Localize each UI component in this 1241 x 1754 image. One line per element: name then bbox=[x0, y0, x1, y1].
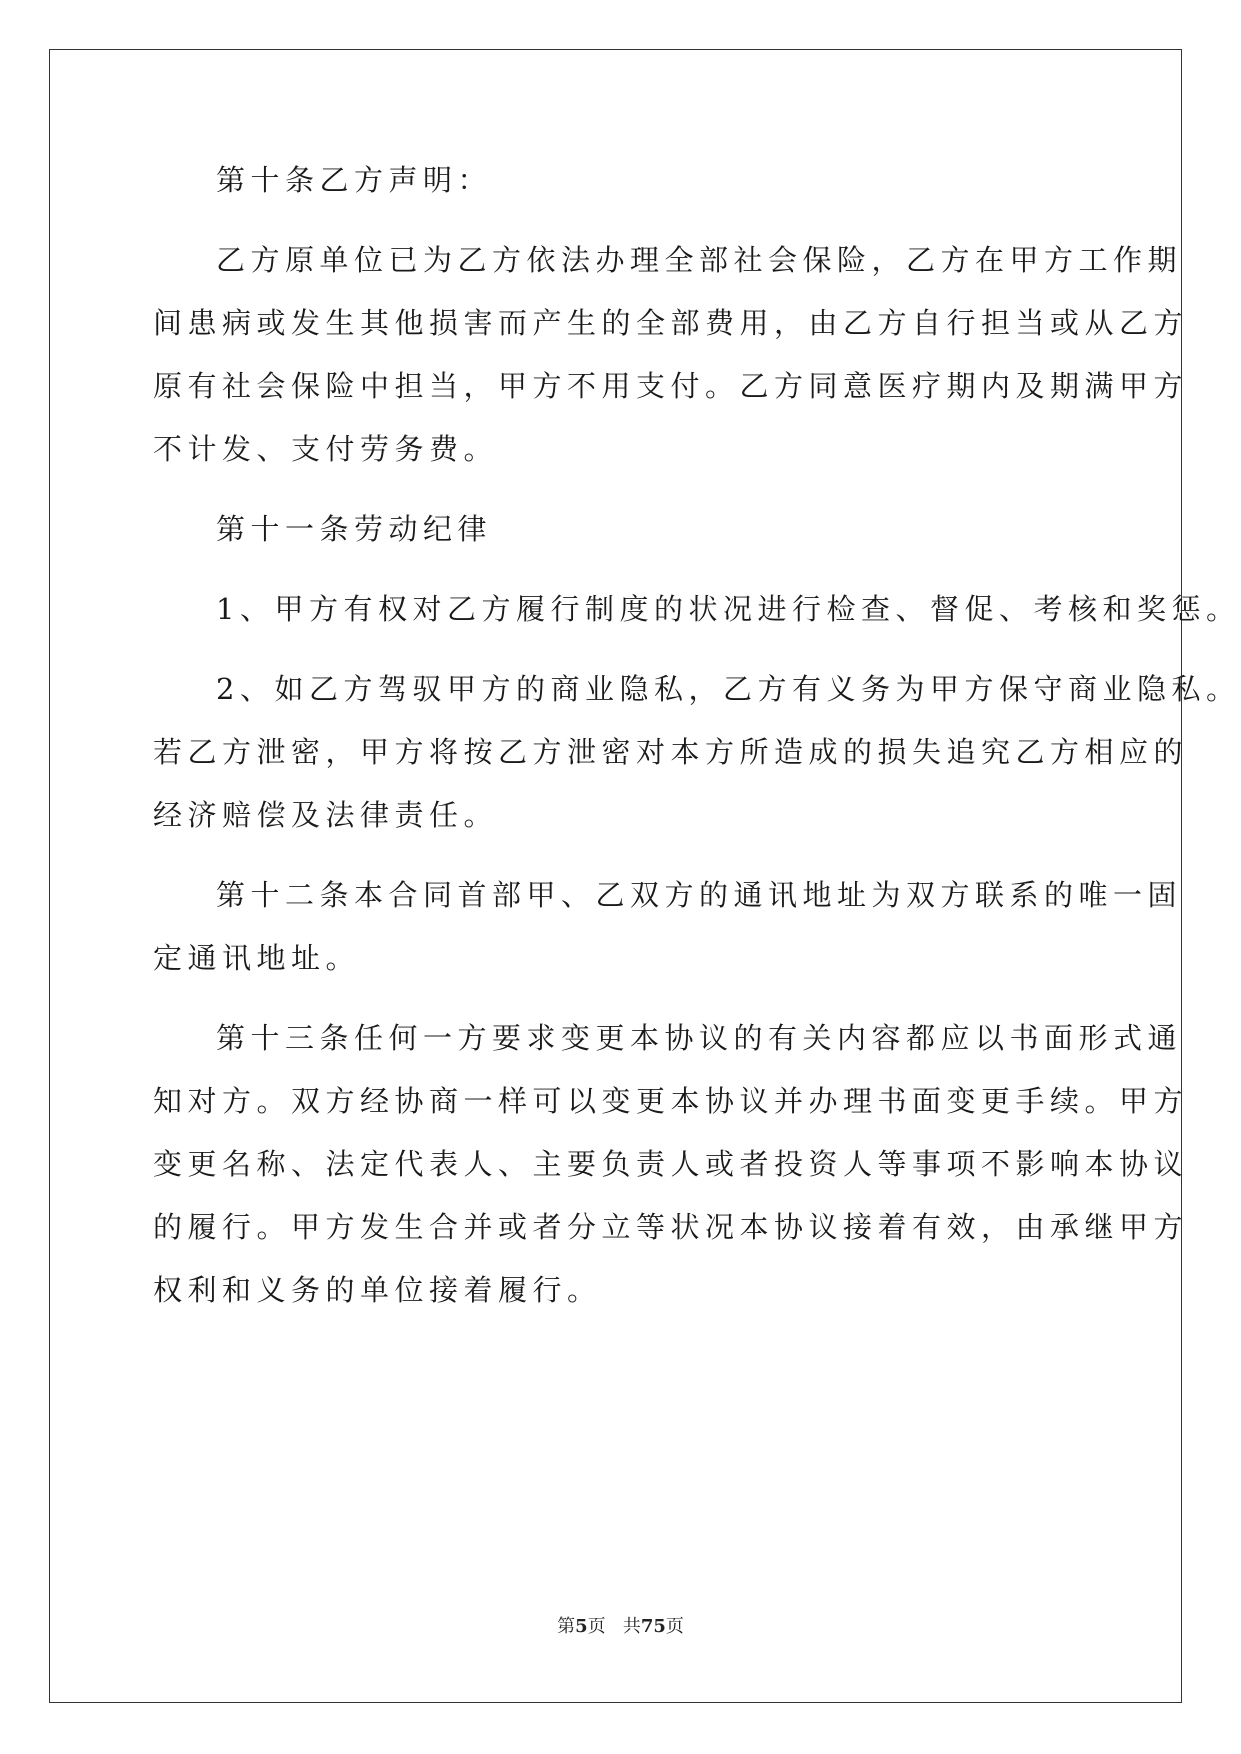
text-line: 2、如乙方驾驭甲方的商业隐私，乙方有义务为甲方保守商业隐私。 bbox=[216, 672, 1241, 706]
total-prefix: 共 bbox=[622, 1616, 641, 1637]
text-line: 第十二条本合同首部甲、乙双方的通讯地址为双方联系的唯一固 bbox=[216, 878, 1183, 912]
text-line: 第十一条劳动纪律 bbox=[216, 512, 493, 546]
page-suffix: 页 bbox=[587, 1616, 606, 1637]
page-prefix: 第 bbox=[557, 1616, 576, 1637]
text-line: 知对方。双方经协商一样可以变更本协议并办理书面变更手续。甲方 bbox=[153, 1084, 1189, 1118]
text-line: 第十三条任何一方要求变更本协议的有关内容都应以书面形式通 bbox=[216, 1021, 1183, 1055]
text-line: 变更名称、法定代表人、主要负责人或者投资人等事项不影响本协议 bbox=[153, 1147, 1189, 1181]
text-line: 原有社会保险中担当，甲方不用支付。乙方同意医疗期内及期满甲方 bbox=[153, 369, 1189, 403]
text-line: 经济赔偿及法律责任。 bbox=[153, 798, 499, 832]
text-line: 乙方原单位已为乙方依法办理全部社会保险，乙方在甲方工作期 bbox=[216, 243, 1183, 277]
text-line: 定通讯地址。 bbox=[153, 941, 361, 975]
total-pages: 75 bbox=[640, 1616, 666, 1637]
text-line: 间患病或发生其他损害而产生的全部费用，由乙方自行担当或从乙方 bbox=[153, 306, 1189, 340]
text-line: 1、甲方有权对乙方履行制度的状况进行检查、督促、考核和奖惩。 bbox=[216, 592, 1241, 626]
document-body bbox=[153, 162, 1241, 1335]
page-number: 5 bbox=[575, 1616, 588, 1637]
total-suffix: 页 bbox=[665, 1616, 684, 1637]
text-line: 的履行。甲方发生合并或者分立等状况本协议接着有效，由承继甲方 bbox=[153, 1210, 1189, 1244]
text-line: 权利和义务的单位接着履行。 bbox=[153, 1273, 602, 1307]
text-line: 若乙方泄密，甲方将按乙方泄密对本方所造成的损失追究乙方相应的 bbox=[153, 735, 1189, 769]
page-footer bbox=[0, 1612, 1241, 1638]
text-line: 第十条乙方声明： bbox=[216, 163, 493, 197]
text-line: 不计发、支付劳务费。 bbox=[153, 432, 499, 466]
